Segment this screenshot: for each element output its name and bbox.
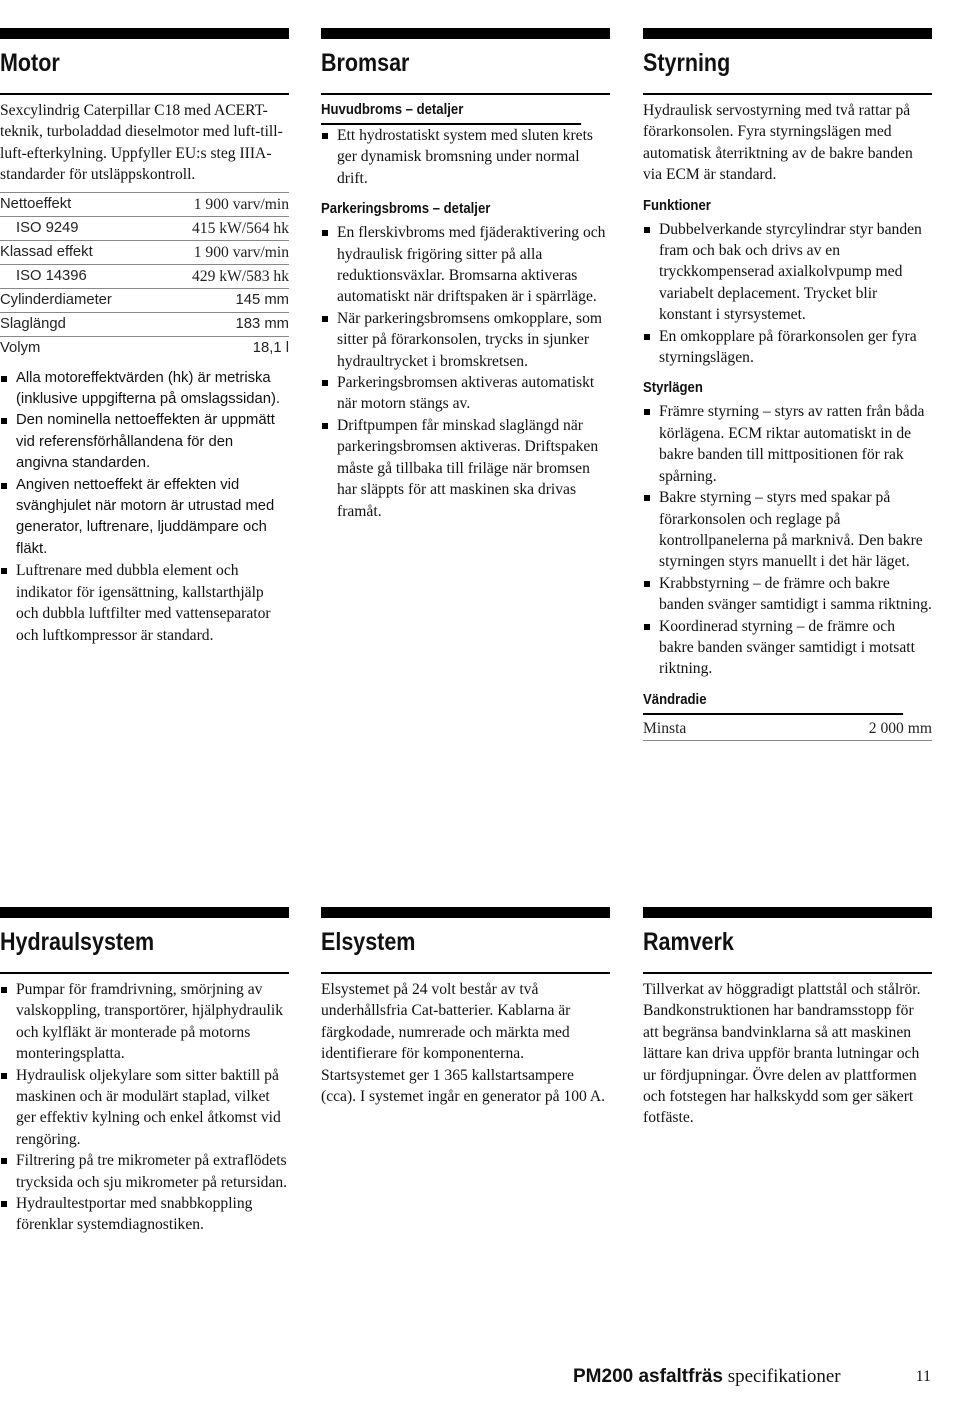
section-bar [321, 907, 610, 918]
section-title-elsystem: Elsystem [321, 928, 416, 956]
spec-label: Cylinderdiameter [0, 288, 155, 312]
spec-row [0, 264, 289, 288]
list-item: Koordinerad styrning – de främre och bakre banden svänger samtidigt i motsatt riktning. [643, 616, 932, 680]
list-item: Parkeringsbromsen aktiveras automatiskt när motorn stängs av. [321, 372, 610, 415]
section-rule [321, 93, 610, 95]
section-rule [0, 972, 289, 974]
motor-notes [0, 368, 289, 646]
section-bar [321, 28, 610, 39]
list-item: Den nominella nettoeffekten är uppmätt vid referensförhållandena för den angivna standarden. [0, 410, 289, 474]
funktioner-list [643, 219, 932, 369]
section-title-motor: Motor [0, 49, 60, 77]
hydraul-section [0, 907, 289, 1246]
motor-body [0, 100, 289, 646]
spec-value: 1 900 varv/min [155, 240, 289, 264]
list-item: Pumpar för framdrivning, smörjning av valskoppling, transportörer, hjälphydraulik och kylfläkt är monterade på motorns monteringsplatta. [0, 979, 289, 1065]
motor-intro: Sexcylindrig Caterpillar C18 med ACERT-teknik, turboladdad dieselmotor med luft-till-luft-efterkylning. Uppfyller EU:s steg IIIA-standarder för utsläppskontroll. [0, 102, 283, 184]
spec-label: Volym [0, 339, 41, 356]
section-rule [0, 93, 289, 95]
spec-label: Nettoeffekt [0, 192, 155, 216]
ramverk-section [643, 907, 932, 1139]
subheading-huvudbroms: Huvudbroms – detaljer [321, 100, 581, 125]
spec-value: 183 mm [155, 312, 289, 336]
spec-value: 415 kW/564 hk [155, 216, 289, 240]
section-bar [643, 28, 932, 39]
spec-row [0, 312, 289, 336]
elsystem-body [321, 979, 610, 1107]
spec-value: 18,1 l [252, 339, 289, 356]
styrlagen-list [643, 401, 932, 679]
subheading-funktioner: Funktioner [643, 197, 711, 214]
page-footer [573, 1366, 931, 1390]
spec-row [0, 336, 289, 360]
hydraul-body [0, 979, 289, 1236]
spec-row [643, 717, 932, 741]
spec-value: 429 kW/583 hk [155, 264, 289, 288]
spec-row [0, 192, 289, 216]
ramverk-text: Tillverkat av höggradigt plattstål och stålrör. Bandkonstruktionen har bandramsstopp för att begränsa bandvinklarna så att maskinen lättare kan driva uppför branta lutningar och ur fördjupningar. Övre delen av plattformen och fotstegen har halkskydd som ger säkert fotfäste. [643, 981, 921, 1127]
list-item: Krabbstyrning – de främre och bakre banden svänger samtidigt i samma riktning. [643, 573, 932, 616]
list-item: En omkopplare på förarkonsolen ger fyra styrningslägen. [643, 326, 932, 369]
bromsar-body [321, 100, 610, 522]
list-item: När parkeringsbromsens omkopplare, som sitter på förarkonsolen, trycks in sjunker hydraultrycket i bromskretsen. [321, 308, 610, 372]
section-title-ramverk: Ramverk [643, 928, 734, 956]
parkeringsbroms-list [321, 222, 610, 522]
spec-value: 145 mm [155, 288, 289, 312]
spec-row [0, 216, 289, 240]
section-bar [643, 907, 932, 918]
spec-label: ISO 9249 [0, 216, 155, 240]
page-number: 11 [915, 1368, 931, 1385]
motor-section [0, 28, 289, 656]
section-rule [321, 972, 610, 974]
subheading-styrlagen: Styrlägen [643, 380, 703, 397]
list-item: Dubbelverkande styrcylindrar styr banden fram och bak och drivs av en tryckkompenserad axialkolvpump med variabelt deplacement. Trycket blir konstant i styrsystemet. [643, 219, 932, 326]
hydraul-list [0, 979, 289, 1236]
section-title-hydraulsystem: Hydraulsystem [0, 928, 155, 956]
spec-row [0, 240, 289, 264]
section-bar [0, 28, 289, 39]
bromsar-section [321, 28, 610, 532]
list-item: Driftpumpen får minskad slaglängd när parkeringsbromsen aktiveras. Driftspaken måste gå tillbaka till friläge när bromsen har släppts för att maskinen ska drivas framåt. [321, 415, 610, 522]
section-bar [0, 907, 289, 918]
huvudbroms-list [321, 125, 610, 189]
spec-label: ISO 14396 [0, 264, 155, 288]
section-title-styrning: Styrning [643, 49, 731, 77]
list-item: Filtrering på tre mikrometer på extraflödets trycksida och sju mikrometer på retursidan. [0, 1150, 289, 1193]
spec-label: Minsta [643, 717, 760, 741]
list-item: Främre styrning – styrs av ratten från båda körlägena. ECM riktar automatiskt in de bakre banden till mittpositionen för rak spårning. [643, 401, 932, 487]
list-item: Angiven nettoeffekt är effekten vid svänghjulet när motorn är utrustad med generator, luftrenare, ljuddämpare och fläkt. [0, 475, 289, 561]
subheading-vandradie: Vändradie [643, 690, 903, 715]
styrning-intro: Hydraulisk servostyrning med två rattar på förarkonsolen. Fyra styrningslägen med automatisk återriktning av de bakre banden via ECM är standard. [643, 102, 913, 184]
list-item: Alla motoreffektvärden (hk) är metriska (inklusive uppgifterna på omslagssidan). [0, 368, 289, 411]
subheading-parkeringsbroms: Parkeringsbroms – detaljer [321, 201, 491, 218]
list-item: Hydraulisk oljekylare som sitter baktill på maskinen och är modulärt staplad, vilket ger effektiv kylning och enkel åtkomst vid rengöring. [0, 1065, 289, 1151]
section-rule [643, 93, 932, 95]
list-item: Luftrenare med dubbla element och indikator för igensättning, kallstarthjälp och dubbla luftfilter med vattenseparator och luftkompressor är standard. [0, 560, 289, 646]
spec-value: 1 900 varv/min [155, 192, 289, 216]
list-item: Hydraultestportar med snabbkoppling förenklar systemdiagnostiken. [0, 1193, 289, 1236]
vandradie-table [643, 717, 932, 741]
spec-label: Klassad effekt [0, 240, 155, 264]
footer-brand: PM200 asfaltfräs [573, 1366, 723, 1387]
styrning-body [643, 100, 932, 741]
section-title-bromsar: Bromsar [321, 49, 410, 77]
spec-row [0, 288, 289, 312]
elsystem-section [321, 907, 610, 1117]
motor-spec-table [0, 192, 289, 360]
section-rule [643, 972, 932, 974]
footer-label: specifikationer [727, 1366, 841, 1387]
elsystem-text: Elsystemet på 24 volt består av två underhållsfria Cat-batterier. Kablarna är färgkodade, numrerade och märkta med identifierare för komponenterna. Startsystemet ger 1 365 kallstartsampere (cca). I systemet ingår en generator på 100 A. [321, 981, 606, 1106]
ramverk-body [643, 979, 932, 1129]
list-item: Bakre styrning – styrs med spakar på förarkonsolen och reglage på kontrollpanelerna på marknivå. Den bakre styrningen styrs manuellt i det här läget. [643, 487, 932, 573]
list-item: En flerskivbroms med fjäderaktivering och hydraulisk frigöring sitter på alla reduktionsväxlar. Bromsarna aktiveras automatiskt när driftspaken är i spärrläge. [321, 222, 610, 308]
list-item: Ett hydrostatiskt system med sluten krets ger dynamisk bromsning under normal drift. [321, 125, 610, 189]
spec-label: Slaglängd [0, 312, 155, 336]
styrning-section [643, 28, 932, 749]
spec-value: 2 000 mm [760, 717, 932, 741]
